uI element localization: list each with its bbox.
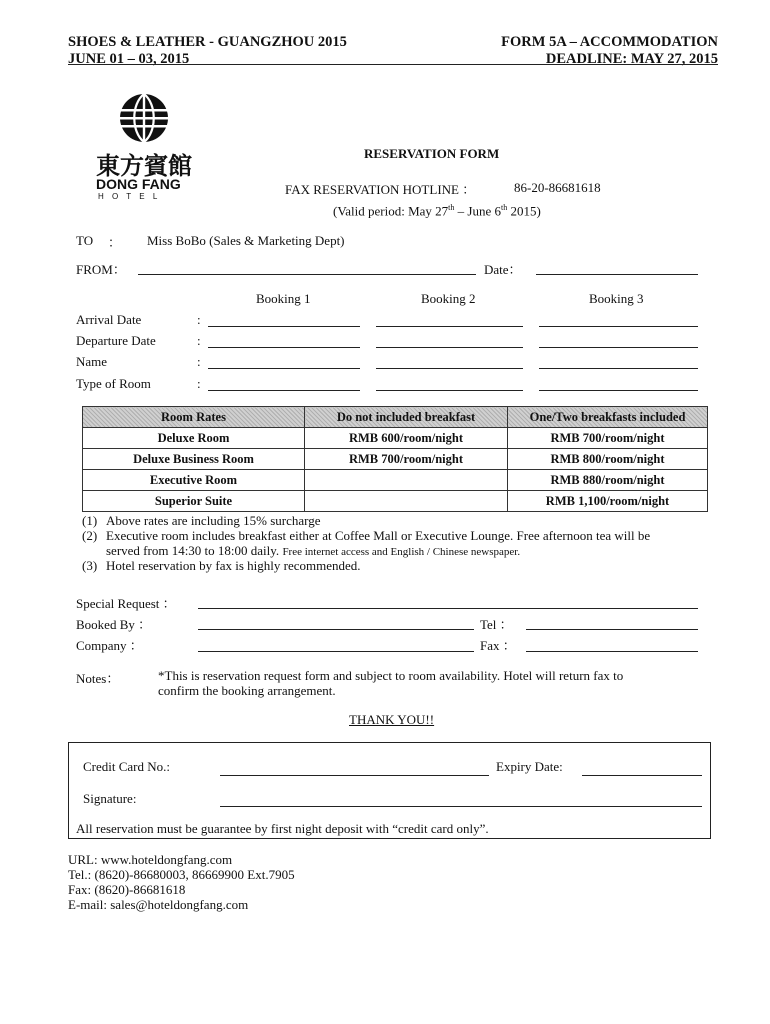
deadline: DEADLINE: MAY 27, 2015 <box>545 51 718 67</box>
booking3-room-type-field[interactable] <box>539 390 698 391</box>
expiry-date-label: Expiry Date: <box>496 759 563 774</box>
fax-field[interactable] <box>526 651 698 652</box>
booking3-name-field[interactable] <box>539 368 698 369</box>
contact-email: E-mail: sales@hoteldongfang.com <box>68 897 249 912</box>
header-rule <box>68 64 718 65</box>
notes-line-2: confirm the booking arrangement. <box>158 683 336 698</box>
room-rates-table <box>82 406 708 512</box>
globe-logo-icon <box>118 92 170 144</box>
thank-you: THANK YOU!! <box>349 712 435 727</box>
booking2-room-type-field[interactable] <box>376 390 523 391</box>
booking3-departure-field[interactable] <box>539 347 698 348</box>
col-no-breakfast: Do not included breakfast <box>305 407 508 428</box>
to-value: Miss BoBo (Sales & Marketing Dept) <box>147 233 345 248</box>
name-label: Name <box>76 354 108 369</box>
special-request-label: Special Request ： <box>76 596 176 611</box>
booking2-departure-field[interactable] <box>376 347 523 348</box>
rate-breakfast: RMB 800/room/night <box>508 449 708 470</box>
credit-card-label: Credit Card No.: <box>83 759 171 774</box>
hotline-number: 86-20-86681618 <box>514 180 601 195</box>
room-type-label: Type of Room <box>76 376 151 391</box>
col-room-rates: Room Rates <box>83 407 305 428</box>
tel-label: Tel ： <box>480 617 513 632</box>
signature-field[interactable] <box>220 806 702 807</box>
booked-by-label: Booked By ： <box>76 617 152 632</box>
contact-url: URL: www.hoteldongfang.com <box>68 852 233 867</box>
to-label: TO <box>76 233 94 248</box>
date-field[interactable] <box>536 274 698 275</box>
booking1-arrival-field[interactable] <box>208 326 360 327</box>
notes-label: Notes： <box>76 671 120 686</box>
booked-by-field[interactable] <box>198 629 474 630</box>
booking-1-header: Booking 1 <box>256 291 311 306</box>
fax-label: Fax ： <box>480 638 516 653</box>
notes-line-1: *This is reservation request form and subject to room availability. Hotel will return fax to <box>158 668 624 683</box>
event-title: SHOES & LEATHER - GUANGZHOU 2015 <box>68 34 347 50</box>
signature-label: Signature: <box>83 791 137 806</box>
room-name: Deluxe Business Room <box>83 449 305 470</box>
note-2-cont: served from 14:30 to 18:00 daily. Free internet access and English / Chinese newspaper. <box>106 543 521 558</box>
rate-breakfast: RMB 1,100/room/night <box>508 491 708 512</box>
colon: : <box>197 312 201 327</box>
room-name: Deluxe Room <box>83 428 305 449</box>
reservation-form-title: RESERVATION FORM <box>364 146 500 161</box>
arrival-date-label: Arrival Date <box>76 312 142 327</box>
booking1-room-type-field[interactable] <box>208 390 360 391</box>
company-label: Company ： <box>76 638 143 653</box>
note-1: (1) Above rates are including 15% surcharge <box>82 513 321 528</box>
table-row <box>83 428 708 449</box>
table-header-row <box>83 407 708 428</box>
hotel-logo <box>78 92 208 202</box>
colon: : <box>197 376 201 391</box>
room-name: Superior Suite <box>83 491 305 512</box>
contact-fax: Fax: (8620)-86681618 <box>68 882 186 897</box>
booking1-departure-field[interactable] <box>208 347 360 348</box>
credit-card-field[interactable] <box>220 775 489 776</box>
note-3: (3) Hotel reservation by fax is highly recommended. <box>82 558 361 573</box>
special-request-field[interactable] <box>198 608 698 609</box>
rate-breakfast: RMB 880/room/night <box>508 470 708 491</box>
tel-field[interactable] <box>526 629 698 630</box>
departure-date-label: Departure Date <box>76 333 156 348</box>
rate-breakfast: RMB 700/room/night <box>508 428 708 449</box>
event-dates: JUNE 01 – 03, 2015 <box>68 51 190 67</box>
guarantee-note: All reservation must be guarantee by first night deposit with “credit card only”. <box>76 821 489 836</box>
to-colon: ： <box>108 235 122 250</box>
room-name: Executive Room <box>83 470 305 491</box>
form-title: FORM 5A – ACCOMMODATION <box>501 34 718 50</box>
logo-sub: H O T E L <box>98 192 161 201</box>
from-label: FROM： <box>76 262 126 277</box>
colon: : <box>197 333 201 348</box>
rate-no-breakfast <box>305 470 508 491</box>
logo-chinese-name: 東方賓館 <box>96 154 192 180</box>
booking1-name-field[interactable] <box>208 368 360 369</box>
table-row <box>83 470 708 491</box>
booking2-name-field[interactable] <box>376 368 523 369</box>
table-row <box>83 449 708 470</box>
table-row <box>83 491 708 512</box>
booking-3-header: Booking 3 <box>589 291 644 306</box>
valid-period: (Valid period: May 27th – June 6th 2015) <box>333 203 541 219</box>
contact-tel: Tel.: (8620)-86680003, 86669900 Ext.7905 <box>68 867 295 882</box>
booking3-arrival-field[interactable] <box>539 326 698 327</box>
date-label: Date： <box>484 262 522 277</box>
rate-no-breakfast: RMB 700/room/night <box>305 449 508 470</box>
rate-no-breakfast <box>305 491 508 512</box>
expiry-date-field[interactable] <box>582 775 702 776</box>
logo-name: DONG FANG <box>96 176 181 192</box>
booking-2-header: Booking 2 <box>421 291 476 306</box>
colon: : <box>197 354 201 369</box>
rate-no-breakfast: RMB 600/room/night <box>305 428 508 449</box>
note-2: (2) Executive room includes breakfast either at Coffee Mall or Executive Lounge. Free afternoon tea will be <box>82 528 651 543</box>
col-breakfast: One/Two breakfasts included <box>508 407 708 428</box>
booking2-arrival-field[interactable] <box>376 326 523 327</box>
hotline-label: FAX RESERVATION HOTLINE ： <box>285 182 476 197</box>
company-field[interactable] <box>198 651 474 652</box>
from-field[interactable] <box>138 274 476 275</box>
